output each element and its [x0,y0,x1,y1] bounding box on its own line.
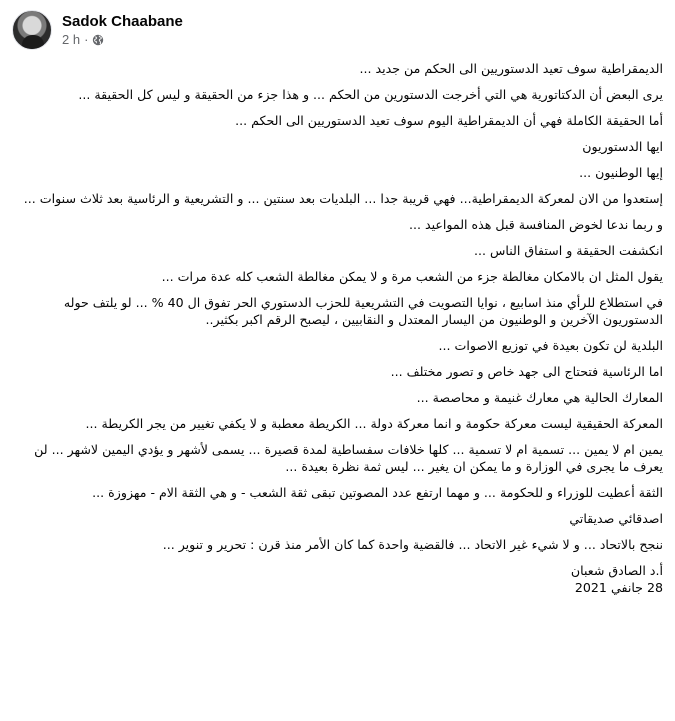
paragraph: انكشفت الحقيقة و استفاق الناس ... [474,243,663,258]
author-name[interactable]: Sadok Chaabane [62,13,183,30]
post-timestamp[interactable]: 2 h [62,32,81,47]
globe-icon[interactable] [92,34,104,46]
paragraph: الديمقراطية سوف تعيد الدستوريين الى الحكم من جديد ... [359,61,663,76]
paragraph: يمين ام لا يمين ... تسمية ام لا تسمية ... كلها خلافات سفساطية لمدة قصيرة ... يسمى لأشهر و يؤدي اليمين لاشهر ... لن يعرف ما يجرى في الوزارة و ما يمكن ان يغير ... ليس ثمة نظرة بعيدة ... [34,442,663,474]
paragraph: ننجح بالاتحاد ... و لا شيء غير الاتحاد ... فالقضية واحدة كما كان الأمر منذ قرن : تحرير و تنوير ... [162,537,663,552]
post-body [14,60,663,596]
post-header [12,8,183,52]
paragraph: البلدية لن تكون بعيدة في توزيع الاصوات ... [438,338,663,353]
post-date-line: 28 جانفي 2021 [574,580,663,595]
paragraph: الثقة أعطيت للوزراء و للحكومة ... و مهما ارتفع عدد المصوتين تبقى ثقة الشعب - و هي الثقة الام - مهزوزة ... [92,485,663,500]
signature: أ.د الصادق شعبان [570,563,663,578]
paragraph: ايها الدستوريون [582,139,663,154]
paragraph: المعركة الحقيقية ليست معركة حكومة و انما معركة دولة ... الكريطة معطبة و لا يكفي تغيير من يجر الكريطة ... [85,416,663,431]
paragraph: اما الرئاسية فتحتاج الى جهد خاص و تصور مختلف ... [390,364,663,379]
post-subline [62,32,183,48]
paragraph: في استطلاع للرأي منذ اسابيع ، نوايا التصويت في التشريعية للحزب الدستوري الحر تفوق ال 40 % ... لو يلتف حوله الدستوريون الآخرين و الوطنيون من اليسار المعتدل و النقابيين ، ليصبح الرقم اكبر بكثير.. [63,295,663,327]
paragraph: أما الحقيقة الكاملة فهي أن الديمقراطية اليوم سوف تعيد الدستوريين الى الحكم ... [235,113,663,128]
paragraph: المعارك الحالية هي معارك غنيمة و محاصصة ... [416,390,663,405]
paragraph: يرى البعض أن الدكتاتورية هي التي أخرجت الدستورين من الحكم ... و هذا جزء من الحقيقة و ليس كل الحقيقة ... [78,87,663,102]
paragraph: إستعدوا من الان لمعركة الديمقراطية... فهي قريبة جدا ... البلديات بعد سنتين ... و التشريعية و الرئاسية بعد ثلاث سنوات ... [23,191,663,206]
paragraph: و ربما ندعا لخوض المنافسة قبل هذه المواعيد ... [408,217,663,232]
paragraph: يقول المثل ان بالامكان مغالطة جزء من الشعب مرة و لا يمكن مغالطة الشعب كله عدة مرات ... [161,269,663,284]
post-meta [62,12,183,48]
paragraph: اصدقائي صديقاتي [569,511,663,526]
separator-dot: · [84,32,89,47]
paragraph: إيها الوطنيون ... [579,165,663,180]
avatar[interactable] [12,10,52,50]
